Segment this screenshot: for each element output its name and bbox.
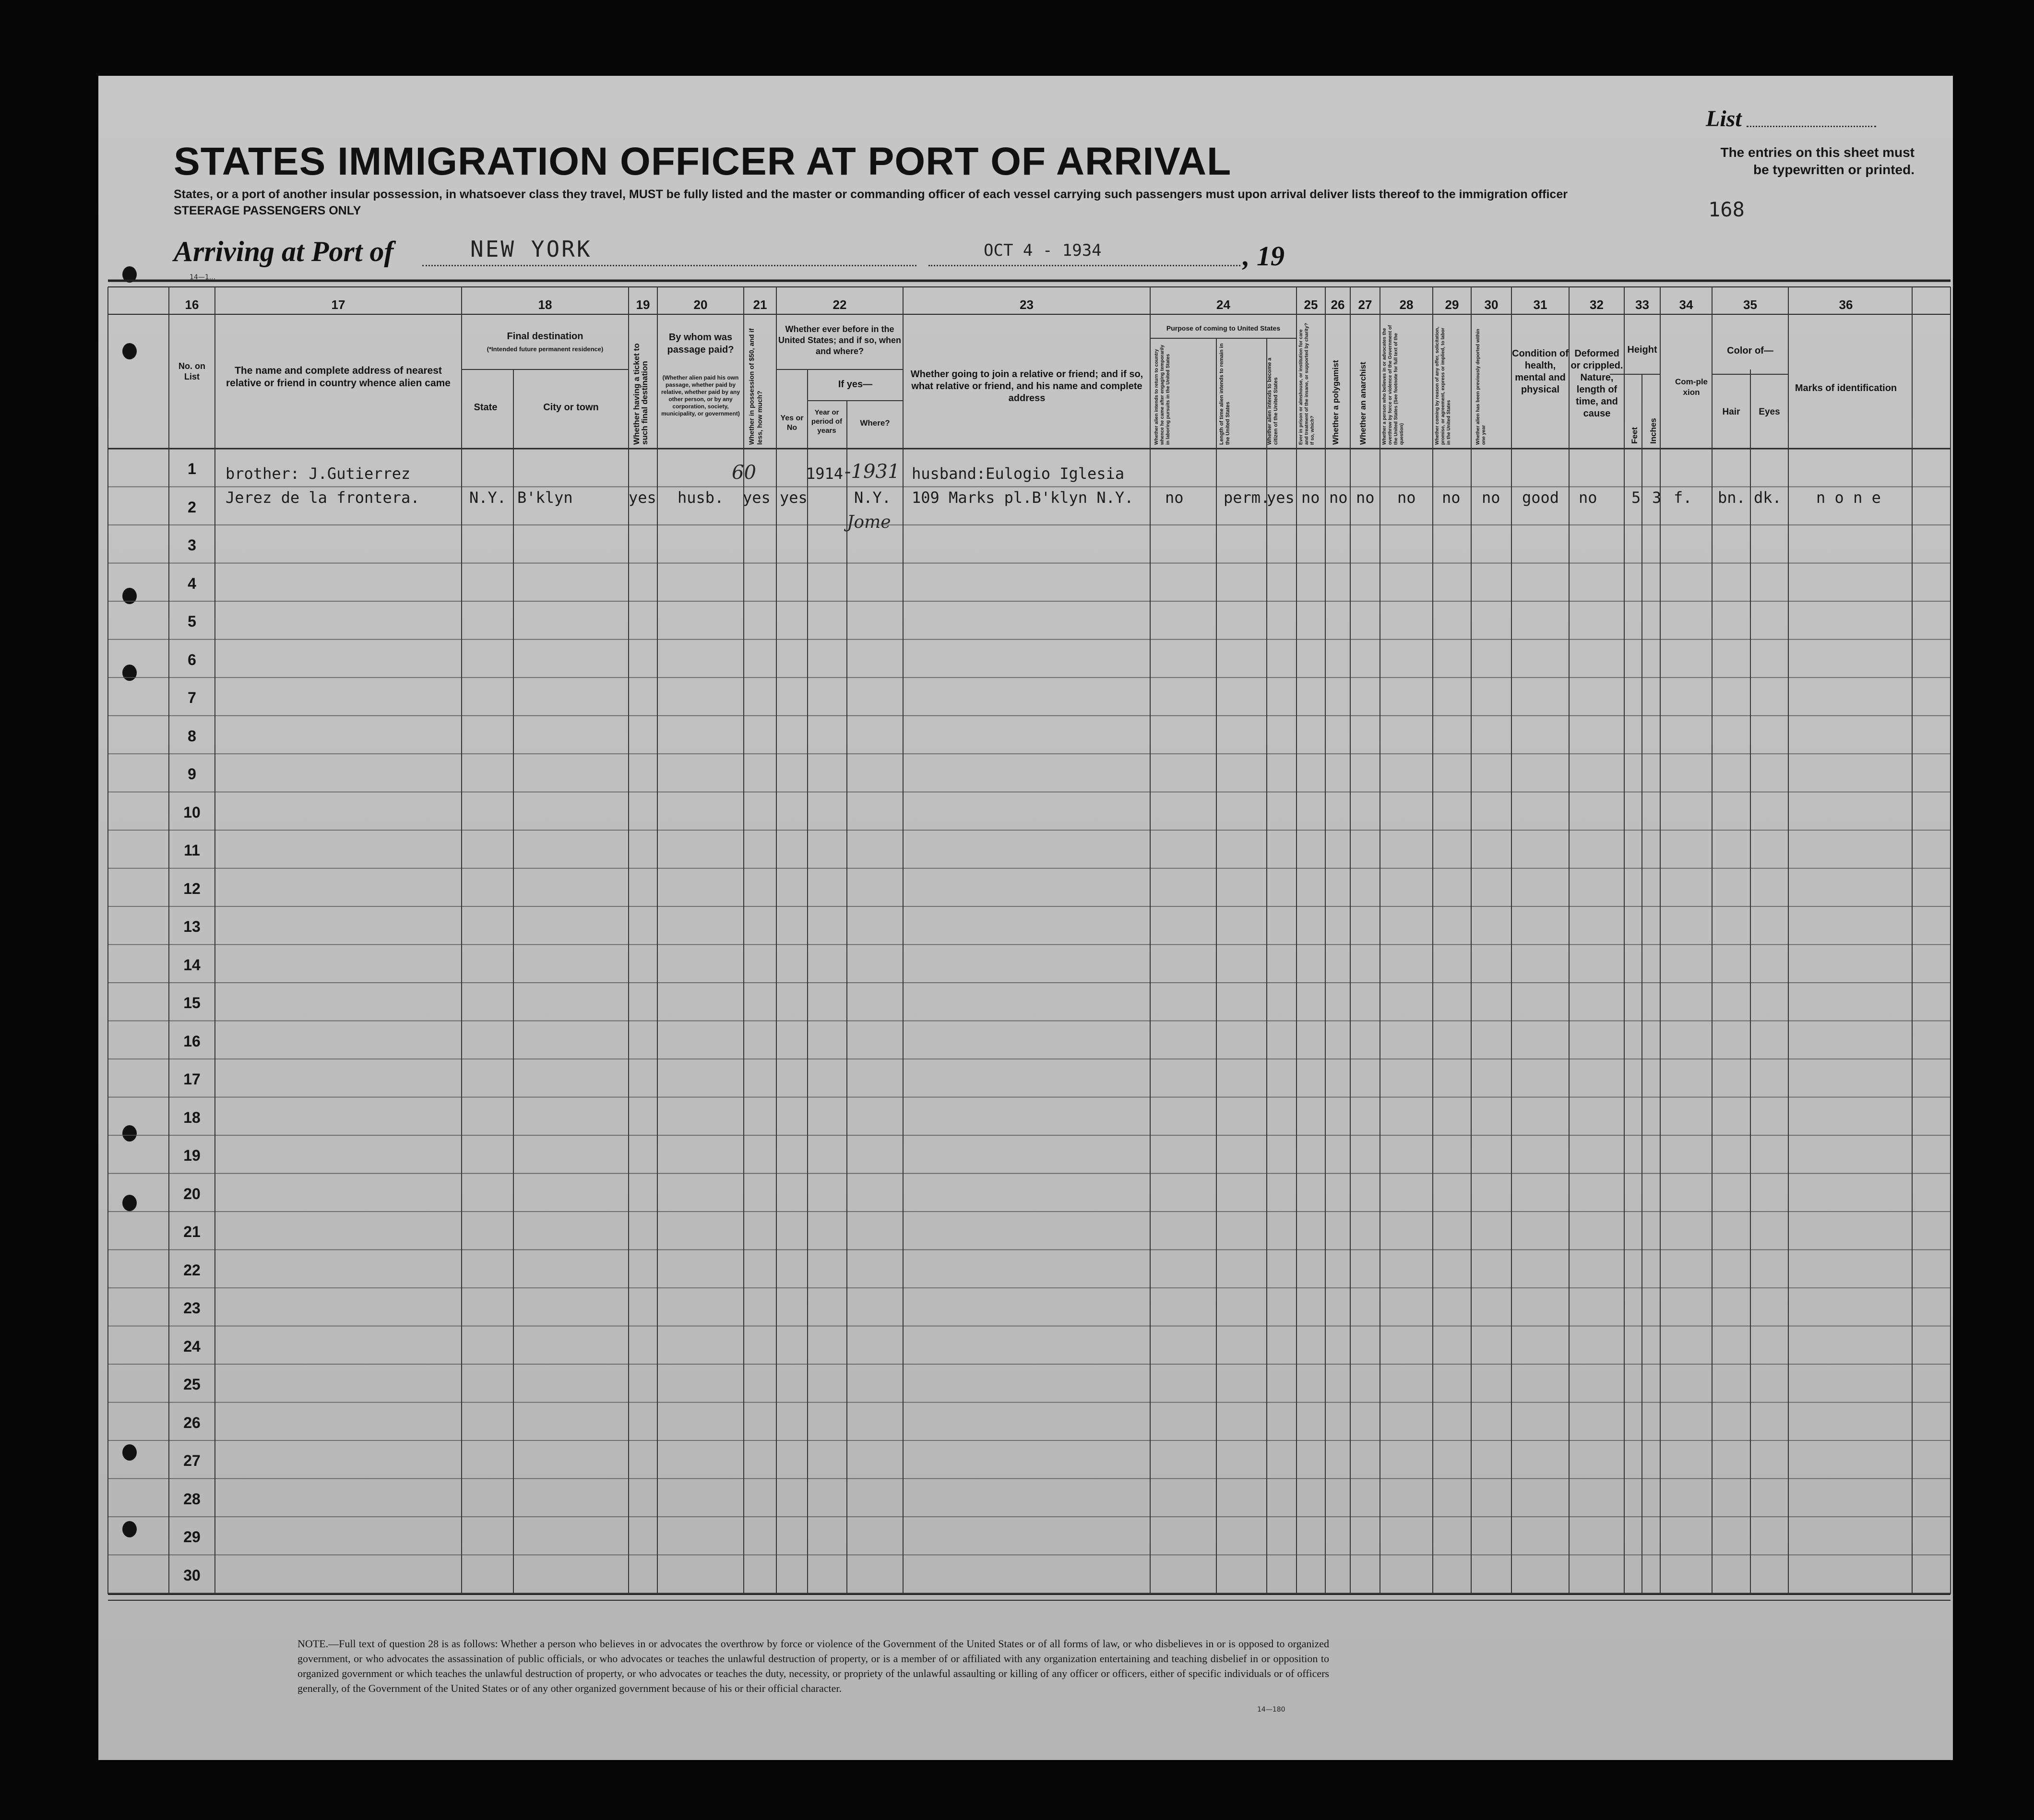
col-no-18: 18 xyxy=(538,297,552,312)
col-no-31: 31 xyxy=(1533,297,1547,312)
entry-before-in-us: yes xyxy=(780,488,808,507)
list-number: 168 xyxy=(1708,198,1745,221)
row-number: 13 xyxy=(183,918,201,935)
header-feet: Feet xyxy=(1630,427,1639,444)
row-number: 16 xyxy=(183,1032,201,1050)
row-number: 6 xyxy=(188,651,196,668)
row-number: 19 xyxy=(183,1147,201,1164)
row-number: 12 xyxy=(183,880,201,897)
typewritten-note-line2: be typewritten or printed. xyxy=(1753,162,1915,177)
entry-citizen: yes xyxy=(1267,488,1295,507)
header-no-on-list: No. on List xyxy=(178,361,205,381)
header-before-in-us: Whether ever before in the United States; and if so, when and where? xyxy=(778,324,902,356)
header-where: Where? xyxy=(860,418,890,428)
entry-join-line1: husband:Eulogio Iglesia xyxy=(912,464,1125,483)
entry-city: B'klyn xyxy=(517,488,573,507)
header-prison: Ever in prison or almshouse, or institution for care and treatment of the insane, or supported by charity? If so, which? xyxy=(1298,323,1315,445)
col-no-25: 25 xyxy=(1304,297,1318,312)
row-number: 21 xyxy=(183,1223,201,1240)
row-number: 25 xyxy=(183,1376,201,1393)
header-hair: Hair xyxy=(1722,407,1740,417)
row-number: 5 xyxy=(188,613,196,630)
col-no-34: 34 xyxy=(1679,297,1693,312)
row-number: 23 xyxy=(183,1299,201,1317)
form-code-bottom: 14—180 xyxy=(1257,1706,1285,1713)
entry-prison: no xyxy=(1301,488,1320,507)
header-if-yes: If yes— xyxy=(838,379,873,390)
entry-feet: 5 xyxy=(1631,488,1641,507)
typewritten-note-line1: The entries on this sheet must xyxy=(1720,145,1915,160)
arriving-label: Arriving at Port of xyxy=(174,236,394,267)
header-citizen: Whether alien intends to become a citizen of the United States xyxy=(1267,357,1279,445)
entry-hair: bn. xyxy=(1718,488,1746,507)
entry-return: no xyxy=(1165,488,1184,507)
header-height: Height xyxy=(1627,345,1657,355)
row-number: 9 xyxy=(188,765,196,783)
form-code-top: 14—1... xyxy=(190,274,216,281)
header-marks: Marks of identification xyxy=(1795,383,1897,393)
date-value: OCT 4 - 1934 xyxy=(984,241,1102,260)
col-no-29: 29 xyxy=(1445,297,1459,312)
header-labor: Whether coming by reason of any offer, solicitation, promise, or agreement, express or implied, to labor in the United States xyxy=(1435,326,1451,445)
header-yes-or-no: Yes or No xyxy=(780,414,804,432)
column-lines xyxy=(108,287,1951,1594)
col-no-36: 36 xyxy=(1839,297,1853,312)
entry-labor: no xyxy=(1442,488,1461,507)
header-eyes: Eyes xyxy=(1759,407,1780,417)
col-no-30: 30 xyxy=(1484,297,1499,312)
header-join-relative: Whether going to join a relative or friend; and if so, what relative or friend, and his name and complete address xyxy=(910,369,1143,404)
row-number: 1 xyxy=(188,460,196,477)
entry-ticket: yes xyxy=(629,488,656,507)
col-no-35: 35 xyxy=(1743,297,1757,312)
entry-money: yes xyxy=(743,488,771,507)
header-ticket: Whether having a ticket to such final destination xyxy=(632,343,649,445)
entry-year-handwritten: -1931 xyxy=(845,461,900,483)
row-number: 30 xyxy=(183,1566,201,1584)
entry-where: N.Y. xyxy=(854,488,892,507)
subtitle-line2: STEERAGE PASSENGERS ONLY xyxy=(174,204,361,217)
entry-state: N.Y. xyxy=(469,488,507,507)
entry-relative-line2: Jerez de la frontera. xyxy=(226,488,420,507)
col-no-33: 33 xyxy=(1635,297,1649,312)
entry-money-handwritten: 60 xyxy=(732,462,756,484)
row-number: 4 xyxy=(188,574,196,592)
row-number: 18 xyxy=(183,1108,201,1126)
col-no-22: 22 xyxy=(833,297,847,312)
entry-anarchist: no xyxy=(1356,488,1375,507)
entry-deformed: no xyxy=(1579,488,1597,507)
entry-polygamist: no xyxy=(1329,488,1348,507)
header-passage-paid: By whom was passage paid? xyxy=(667,332,734,355)
row-number: 17 xyxy=(183,1071,201,1088)
header-health: Condition of health, mental and physical xyxy=(1512,348,1569,395)
col-no-27: 27 xyxy=(1358,297,1372,312)
header-purpose: Purpose of coming to United States xyxy=(1166,324,1281,332)
header-passage-paid-sub: (Whether alien paid his own passage, whether paid by relative, whether paid by any other person, or by any corporation, society, municipality, or government) xyxy=(661,374,740,417)
entry-relative-line1: brother: J.Gutierrez xyxy=(226,464,411,483)
row-number: 22 xyxy=(183,1261,201,1279)
col-no-20: 20 xyxy=(693,297,708,312)
row-number: 28 xyxy=(183,1490,201,1508)
entry-complexion: f. xyxy=(1674,488,1692,507)
header-year: Year or period of years xyxy=(811,408,843,435)
col-no-24: 24 xyxy=(1216,297,1230,312)
entry-deported: no xyxy=(1482,488,1500,507)
col-no-26: 26 xyxy=(1331,297,1345,312)
row-number: 20 xyxy=(183,1185,201,1202)
header-deported: Whether alien has been previously deported within one year xyxy=(1475,329,1487,445)
entry-marks: n o n e xyxy=(1816,488,1881,507)
row-number: 15 xyxy=(183,994,201,1011)
row-number: 8 xyxy=(188,727,196,745)
col-no-21: 21 xyxy=(753,297,767,312)
col-no-32: 32 xyxy=(1590,297,1604,312)
row-number: 14 xyxy=(183,956,201,974)
row-number: 11 xyxy=(184,842,200,859)
footnote: NOTE.—Full text of question 28 is as follows: Whether a person who believes in or advocates the overthrow by force or violence of the Government of the United States or of all forms of law, or who disbelieves in or is opposed to organized government, or who advocates the assassination of public officials, or who advocates or teaches the unlawful destruction of property, or is a member of or affiliated with any organization entertaining and teaching disbelief in or opposition to organized government or which teaches the unlawful destruction of property, or who advocates or teaches the duty, necessity, or propriety of the unlawful assaulting or killing of any officer or officers, either of specific individuals or of officers generally, of the Government of the United States or of any other organized government because of his or their official character. xyxy=(297,1638,1329,1694)
header-possession-50: Whether in possession of $50, and if less, how much? xyxy=(748,328,763,445)
col-no-28: 28 xyxy=(1399,297,1414,312)
row-number: 29 xyxy=(183,1528,201,1546)
col-no-23: 23 xyxy=(1020,297,1034,312)
entry-year: 1914 xyxy=(806,464,844,483)
header-length-stay: Length of time alien intends to remain in the United States xyxy=(1219,343,1231,445)
row-lines xyxy=(108,487,1951,1594)
entry-overthrow: no xyxy=(1397,488,1416,507)
year-label: , 19 xyxy=(1243,240,1285,272)
header-color-of: Color of— xyxy=(1727,345,1773,356)
row-number: 3 xyxy=(188,536,196,554)
header-overthrow: Whether a person who believes in or advocates the overthrow by force or violence of the Government of the United States (See footnote for full text of the question) xyxy=(1382,325,1404,445)
row-number: 26 xyxy=(183,1414,201,1431)
col-no-17: 17 xyxy=(331,297,345,312)
col-no-16: 16 xyxy=(185,297,199,312)
row-number: 27 xyxy=(183,1452,201,1469)
subtitle-line1: States, or a port of another insular possession, in whatsoever class they travel, MUST be fully listed and the master or commanding officer of each vessel carrying such passengers must upon arrival deliver lists thereof to the immigration officer xyxy=(174,188,1568,201)
form-title: STATES IMMIGRATION OFFICER AT PORT OF ARRIVAL xyxy=(174,140,1232,183)
entry-join-line2: 109 Marks pl.B'klyn N.Y. xyxy=(912,488,1134,507)
row-number: 2 xyxy=(188,498,196,516)
header-deformed: Deformed or crippled. Nature, length of time, and cause xyxy=(1570,348,1623,419)
row-number: 7 xyxy=(188,689,196,706)
header-final-destination: Final destination xyxy=(507,331,583,342)
header-inches: Inches xyxy=(1649,418,1658,444)
header-complexion: Com-plexion xyxy=(1675,377,1708,397)
entry-eyes: dk. xyxy=(1754,488,1782,507)
entry-where-handwritten: Jome xyxy=(847,512,891,532)
header-nearest-relative: The name and complete address of nearest relative or friend in country whence alien came xyxy=(226,365,451,389)
header-final-destination-sub: (*Intended future permanent residence) xyxy=(487,345,604,353)
entry-health: good xyxy=(1522,488,1559,507)
col-no-19: 19 xyxy=(636,297,650,312)
header-state: State xyxy=(474,402,498,413)
port-value: NEW YORK xyxy=(470,236,592,262)
entry-length: perm. xyxy=(1224,488,1270,507)
entry-inches: 3 xyxy=(1652,488,1662,507)
row-number: 10 xyxy=(183,803,201,821)
header-city: City or town xyxy=(543,402,599,413)
row-number: 24 xyxy=(183,1337,201,1355)
header-polygamist: Whether a polygamist xyxy=(1331,360,1340,445)
entry-paid-by: husb. xyxy=(678,488,724,507)
header-return: Whether alien intends to return to country whence he came after engaging temporarily in laboring pursuits in the United States xyxy=(1154,345,1171,445)
list-label: List xyxy=(1706,106,1742,131)
header-anarchist: Whether an anarchist xyxy=(1358,362,1368,445)
